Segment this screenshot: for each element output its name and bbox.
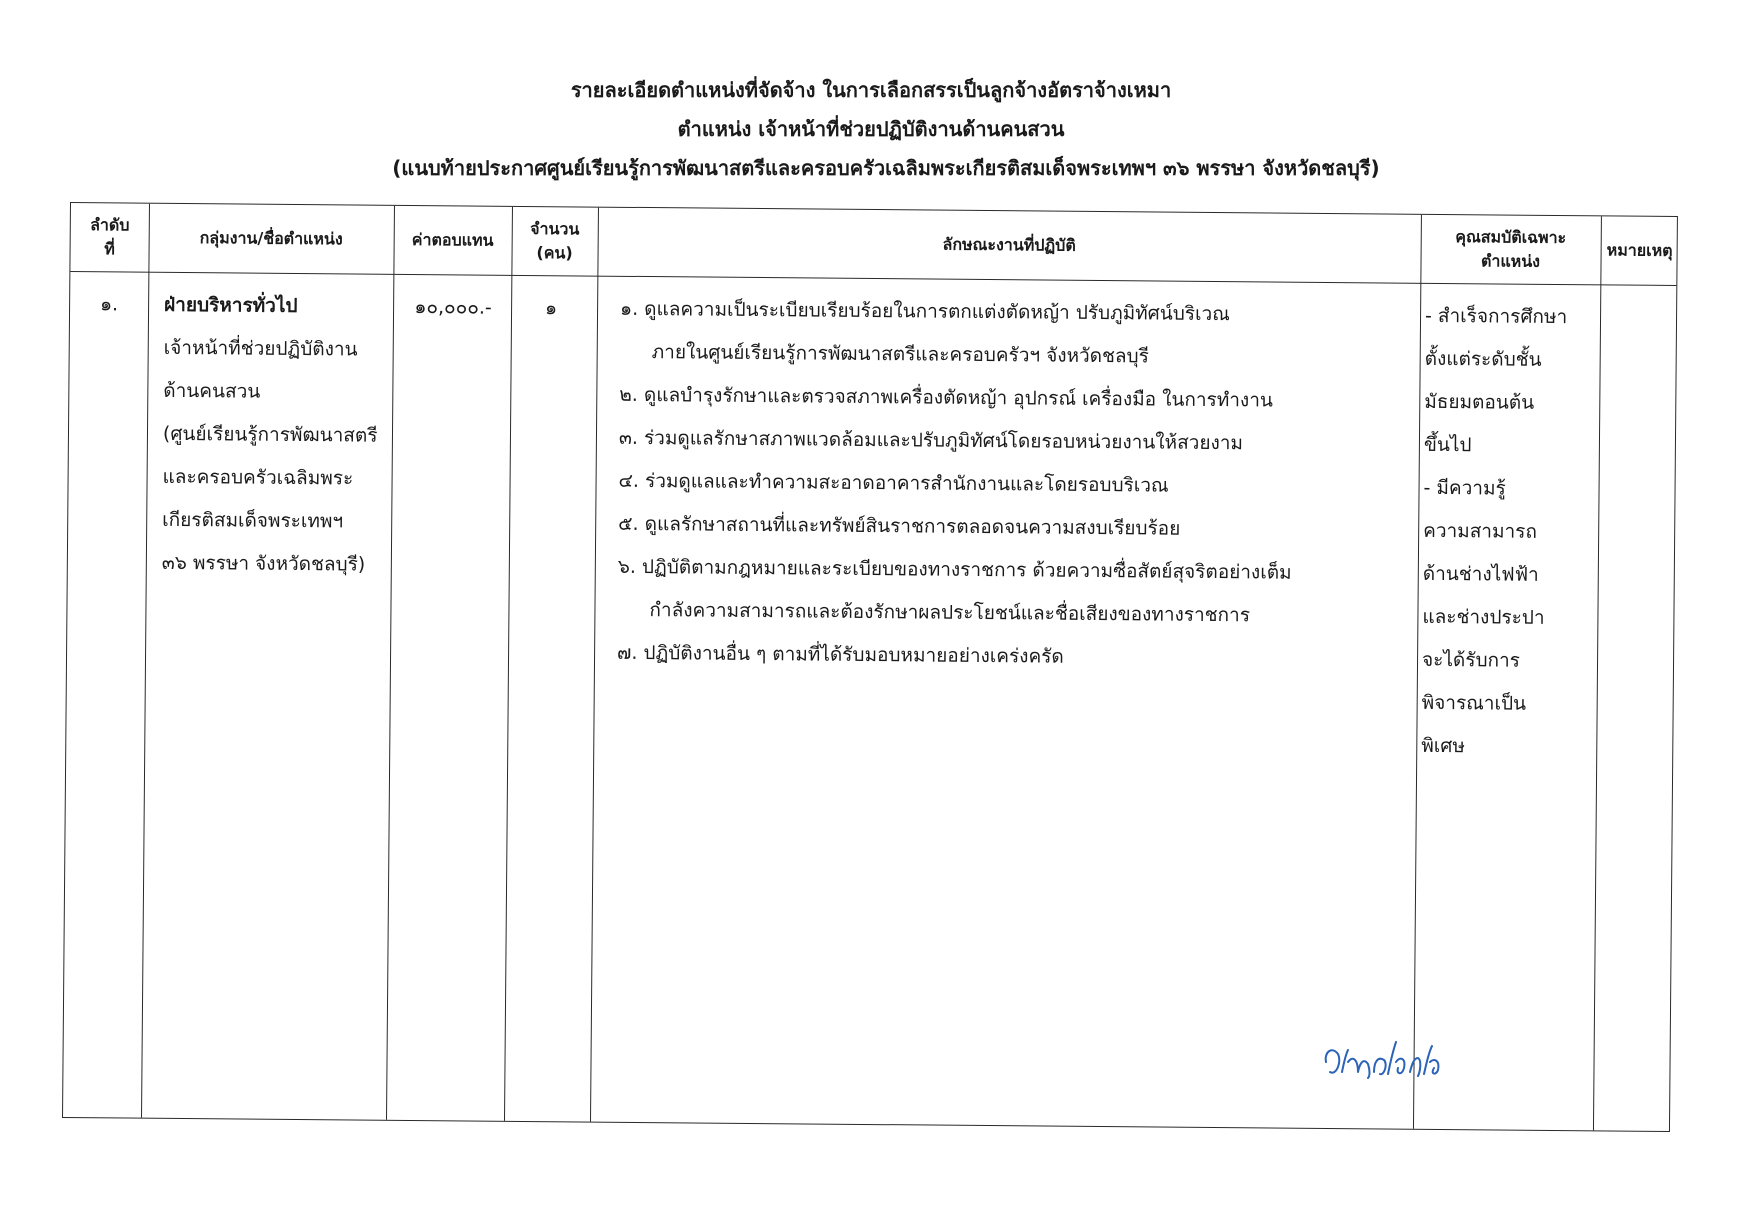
header-position: กลุ่มงาน/ชื่อตำแหน่ง	[199, 228, 343, 249]
row-duties	[617, 276, 1420, 682]
duty-item: ๖. ปฏิบัติตามกฎหมายและระเบียบของทางราชการ ด้วยความซื่อสัตย์สุจริตอย่างเต็ม	[617, 555, 1292, 584]
header-pay: ค่าตอบแทน	[411, 229, 494, 250]
position-line: และครอบครัวเฉลิมพระ	[162, 465, 354, 490]
position-line: เกียรติสมเด็จพระเทพฯ	[162, 508, 344, 533]
header-order	[70, 203, 149, 272]
header-remark: หมายเหตุ	[1606, 240, 1673, 260]
position-line: ๓๖ พรรษา จังหวัดชลบุรี)	[161, 551, 366, 576]
position-title: ตำแหน่ง เจ้าหน้าที่ช่วยปฏิบัติงานด้านคนสวน	[677, 117, 1065, 141]
header-duties: ลักษณะงานที่ปฏิบัติ	[942, 234, 1076, 255]
row-qualifications	[1421, 283, 1595, 769]
qualification-line: ความสามารถ	[1423, 519, 1538, 543]
header-count	[511, 207, 598, 276]
work-group: ฝ่ายบริหารทั่วไป	[164, 293, 298, 317]
duty-item-continued: กำลังความสามารถและต้องรักษาผลประโยชน์และชื่อเสียงของทางราชการ	[649, 599, 1251, 627]
qualification-line: พิจารณาเป็น	[1421, 691, 1527, 715]
header-count-line1: จำนวน	[530, 219, 580, 239]
row-order-number: ๑.	[99, 293, 119, 316]
qualification-line: และช่างประปา	[1422, 605, 1545, 629]
position-line: เจ้าหน้าที่ช่วยปฏิบัติงาน	[163, 336, 358, 361]
duty-item: ๓. ร่วมดูแลรักษาสภาพแวดล้อมและปรับภูมิทัศน์โดยรอบหน่วยงานให้สวยงาม	[618, 426, 1244, 455]
header-order-line2: ที่	[104, 239, 115, 259]
qualification-line: ตั้งแต่ระดับชั้น	[1424, 347, 1542, 371]
qualification-line: มัธยมตอนต้น	[1424, 390, 1535, 414]
qualification-line: จะได้รับการ	[1421, 648, 1521, 672]
attachment-note: (แนบท้ายประกาศศูนย์เรียนรู้การพัฒนาสตรีและครอบครัวเฉลิมพระเกียรติสมเด็จพระเทพฯ ๓๖ พรรษา จังหวัดชลบุรี)	[392, 156, 1380, 180]
qualification-line: - มีความรู้	[1423, 476, 1506, 500]
row-pay: ๑๐,๐๐๐.-	[414, 296, 492, 319]
position-details-table	[62, 202, 1678, 1132]
header-qual-line1: คุณสมบัติเฉพาะ	[1455, 227, 1567, 248]
duty-item: ๔. ร่วมดูแลและทำความสะอาดอาคารสำนักงานและโดยรอบบริเวณ	[618, 469, 1169, 497]
row-count: ๑	[544, 297, 558, 320]
qualification-line: - สำเร็จการศึกษา	[1424, 304, 1568, 329]
duty-item: ๑. ดูแลความเป็นระเบียบเรียบร้อยในการตกแต่งตัดหญ้า ปรับภูมิทัศน์บริเวณ	[619, 297, 1230, 326]
qualification-line: ด้านช่างไฟฟ้า	[1422, 562, 1539, 586]
header-order-line1: ลำดับ	[90, 215, 130, 235]
row-position	[162, 272, 395, 587]
document-title: รายละเอียดตำแหน่งที่จัดจ้าง ในการเลือกสรรเป็นลูกจ้างอัตราจ้างเหมา	[570, 78, 1172, 102]
header-count-line2: (คน)	[536, 243, 573, 263]
handwritten-signature	[1318, 1032, 1458, 1092]
duty-item-continued: ภายในศูนย์เรียนรู้การพัฒนาสตรีและครอบครัวฯ จังหวัดชลบุรี	[651, 341, 1149, 368]
position-line: (ศูนย์เรียนรู้การพัฒนาสตรี	[162, 422, 378, 447]
qualification-line: ขึ้นไป	[1423, 433, 1472, 457]
duty-item: ๗. ปฏิบัติงานอื่น ๆ ตามที่ได้รับมอบหมายอย่างเคร่งครัด	[616, 641, 1064, 668]
header-qual-line2: ตำแหน่ง	[1480, 251, 1541, 271]
qualification-line: พิเศษ	[1421, 734, 1466, 758]
position-line: ด้านคนสวน	[163, 379, 261, 403]
header-qualifications	[1420, 215, 1601, 285]
duty-item: ๒. ดูแลบำรุงรักษาและตรวจสภาพเครื่องตัดหญ้า อุปกรณ์ เครื่องมือ ในการทำงาน	[619, 383, 1274, 412]
duty-item: ๕. ดูแลรักษาสถานที่และทรัพย์สินราชการตลอดจนความสงบเรียบร้อย	[618, 512, 1181, 540]
